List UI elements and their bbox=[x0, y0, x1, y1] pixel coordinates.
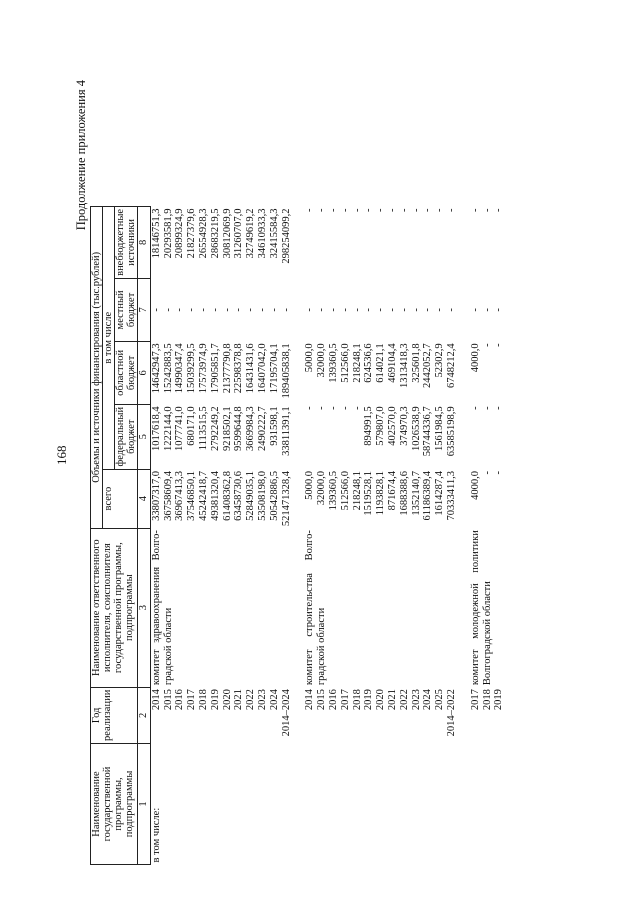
program-cell bbox=[257, 744, 269, 865]
col-number: 8 bbox=[138, 206, 151, 278]
year-cell: 2021 bbox=[233, 689, 245, 711]
total-cell: - bbox=[493, 471, 505, 475]
federal-cell: - bbox=[469, 406, 481, 410]
regional-cell: 21377790,8 bbox=[221, 343, 233, 394]
regional-cell: 16431431,6 bbox=[245, 343, 257, 394]
regional-cell: 139360,5 bbox=[327, 343, 339, 383]
federal-cell: 579807,0 bbox=[375, 406, 387, 446]
total-cell: 36758609,4 bbox=[162, 471, 174, 521]
table-row bbox=[328, 206, 340, 864]
total-cell: 49381320,4 bbox=[209, 471, 221, 521]
local-cell: - bbox=[197, 308, 209, 312]
extra-cell: 20293581,9 bbox=[162, 208, 174, 259]
executor-cell: комитет строительства Волго- bbox=[304, 530, 316, 686]
spacer-cell bbox=[292, 744, 304, 865]
executor-cell bbox=[245, 528, 257, 687]
local-cell: - bbox=[386, 308, 398, 312]
table-row bbox=[233, 206, 245, 864]
federal-cell: 1026538,9 bbox=[410, 406, 422, 452]
local-cell: - bbox=[481, 308, 493, 312]
year-cell: 2014 bbox=[304, 689, 316, 711]
continuation-label: Продолжение приложения 4 bbox=[74, 80, 88, 231]
extra-cell: - bbox=[469, 208, 481, 212]
federal-cell: - bbox=[327, 406, 339, 410]
federal-cell: 931598,1 bbox=[268, 406, 280, 446]
table-row bbox=[387, 206, 399, 864]
program-cell bbox=[493, 744, 505, 865]
table-row bbox=[281, 206, 293, 864]
year-cell: 2018 bbox=[351, 689, 363, 711]
total-cell: 4000,0 bbox=[469, 471, 481, 500]
local-cell: - bbox=[445, 308, 457, 312]
table-row bbox=[198, 206, 210, 864]
regional-cell: 17573974,9 bbox=[197, 343, 209, 394]
federal-cell: 58744336,7 bbox=[422, 406, 434, 457]
executor-cell bbox=[493, 528, 505, 687]
year-cell: 2025 bbox=[434, 689, 446, 711]
executor-cell bbox=[186, 528, 198, 687]
total-cell: 218248,1 bbox=[351, 471, 363, 511]
table-row bbox=[174, 206, 186, 864]
year-cell: 2014 bbox=[150, 689, 162, 711]
federal-cell: 9218502,1 bbox=[221, 406, 233, 452]
program-cell bbox=[482, 744, 494, 865]
federal-cell: 63585198,9 bbox=[445, 406, 457, 457]
executor-cell bbox=[233, 528, 245, 687]
table-body bbox=[150, 206, 505, 864]
table-row bbox=[470, 206, 482, 864]
year-cell: 2015 bbox=[162, 689, 174, 711]
extra-cell: 32415584,3 bbox=[268, 208, 280, 259]
program-cell bbox=[446, 744, 458, 865]
executor-cell bbox=[174, 528, 186, 687]
local-cell: - bbox=[363, 308, 375, 312]
federal-cell: 1222144,0 bbox=[162, 406, 174, 452]
extra-cell: - bbox=[398, 208, 410, 212]
table-row bbox=[446, 206, 458, 864]
local-cell: - bbox=[327, 308, 339, 312]
total-cell: 37546850,1 bbox=[186, 471, 198, 521]
year-cell: 2023 bbox=[410, 689, 422, 711]
federal-cell: 680171,0 bbox=[186, 406, 198, 446]
program-cell bbox=[304, 744, 316, 865]
extra-cell: 28683219,5 bbox=[209, 208, 221, 259]
executor-cell bbox=[446, 528, 458, 687]
extra-cell: 32749619,2 bbox=[245, 208, 257, 259]
regional-cell: 4000,0 bbox=[469, 343, 481, 373]
extra-cell: - bbox=[445, 208, 457, 212]
table-row bbox=[399, 206, 411, 864]
extra-cell: 20899324,9 bbox=[174, 208, 186, 259]
extra-cell: - bbox=[481, 208, 493, 212]
extra-cell: 30812069,9 bbox=[221, 208, 233, 259]
table-row bbox=[411, 206, 423, 864]
total-cell: - bbox=[481, 471, 493, 475]
federal-cell: - bbox=[481, 406, 493, 410]
extra-cell: 298254099,2 bbox=[280, 208, 292, 264]
year-cell: 2019 bbox=[493, 689, 505, 711]
total-cell: 871674,4 bbox=[386, 471, 398, 511]
federal-cell: 1017618,4 bbox=[150, 406, 162, 452]
table-row bbox=[493, 206, 505, 864]
local-cell: - bbox=[280, 308, 292, 312]
col-number: 4 bbox=[138, 469, 151, 528]
extra-cell: 34610933,3 bbox=[256, 208, 268, 259]
regional-cell: - bbox=[481, 343, 493, 347]
federal-cell: 1077741,0 bbox=[174, 406, 186, 452]
table-row bbox=[434, 206, 446, 864]
extra-cell: - bbox=[316, 208, 328, 212]
table-row bbox=[340, 206, 352, 864]
regional-cell: 1313418,3 bbox=[398, 343, 410, 389]
year-cell: 2023 bbox=[256, 689, 268, 711]
header-regional: областной бюджет bbox=[115, 341, 138, 404]
federal-cell: - bbox=[304, 406, 316, 410]
spacer-cell bbox=[292, 687, 304, 743]
executor-cell: градской области bbox=[162, 607, 174, 686]
col-number: 5 bbox=[138, 404, 151, 469]
executor-cell bbox=[340, 528, 352, 687]
extra-cell: - bbox=[351, 208, 363, 212]
local-cell: - bbox=[268, 308, 280, 312]
year-cell: 2016 bbox=[174, 689, 186, 711]
federal-cell: 894991,5 bbox=[363, 406, 375, 446]
local-cell: - bbox=[339, 308, 351, 312]
total-cell: 139360,5 bbox=[327, 471, 339, 511]
extra-cell: 21827379,6 bbox=[186, 208, 198, 259]
spacer-cell bbox=[292, 278, 304, 341]
executor-cell bbox=[281, 528, 293, 687]
header-executor: Наименование ответственного исполнителя, соисполнителя государственной программы, подпрограммы bbox=[91, 528, 138, 687]
local-cell: - bbox=[410, 308, 422, 312]
extra-cell: - bbox=[304, 208, 316, 212]
regional-cell: - bbox=[493, 343, 505, 347]
spacer-cell bbox=[458, 744, 470, 865]
local-cell: - bbox=[233, 308, 245, 312]
total-cell: 32000,0 bbox=[316, 471, 328, 506]
local-cell: - bbox=[351, 308, 363, 312]
year-cell: 2018 bbox=[197, 689, 209, 711]
executor-cell: градской области bbox=[316, 607, 328, 686]
program-cell bbox=[163, 744, 175, 865]
total-cell: 61186389,4 bbox=[422, 471, 434, 521]
table-row bbox=[363, 206, 375, 864]
table-row bbox=[375, 206, 387, 864]
total-cell: 50542886,5 bbox=[268, 471, 280, 521]
year-cell: 2017 bbox=[469, 689, 481, 711]
program-cell bbox=[269, 744, 281, 865]
local-cell: - bbox=[174, 308, 186, 312]
regional-cell: 32000,0 bbox=[316, 343, 328, 378]
header-federal: федеральный бюджет bbox=[115, 404, 138, 469]
table-row bbox=[210, 206, 222, 864]
total-cell: 1519528,1 bbox=[363, 471, 375, 516]
year-cell: 2014–2024 bbox=[280, 689, 292, 737]
total-cell: 521471328,4 bbox=[280, 471, 292, 527]
table-row bbox=[245, 206, 257, 864]
total-cell: 5000,0 bbox=[304, 471, 316, 500]
extra-cell: - bbox=[422, 208, 434, 212]
local-cell: - bbox=[245, 308, 257, 312]
year-cell: 2019 bbox=[363, 689, 375, 711]
header-total: всего bbox=[103, 469, 138, 528]
regional-cell: 189405838,1 bbox=[280, 343, 292, 399]
col-number: 6 bbox=[138, 341, 151, 404]
total-cell: 36967413,3 bbox=[174, 471, 186, 521]
federal-cell: - bbox=[316, 406, 328, 410]
federal-cell: - bbox=[493, 406, 505, 410]
regional-cell: 14642947,3 bbox=[150, 343, 162, 394]
federal-cell: 9599644,8 bbox=[233, 406, 245, 452]
table-row bbox=[422, 206, 434, 864]
header-local: местный бюджет bbox=[115, 278, 138, 341]
local-cell: - bbox=[150, 308, 162, 312]
executor-cell bbox=[399, 528, 411, 687]
col-number: 7 bbox=[138, 278, 151, 341]
year-cell: 2020 bbox=[375, 689, 387, 711]
table-row bbox=[304, 206, 316, 864]
program-cell bbox=[399, 744, 411, 865]
col-number: 2 bbox=[138, 687, 151, 743]
extra-cell: - bbox=[375, 208, 387, 212]
table-row bbox=[163, 206, 175, 864]
executor-cell bbox=[222, 528, 234, 687]
regional-cell: 17195704,1 bbox=[268, 343, 280, 394]
extra-cell: 31260707,0 bbox=[233, 208, 245, 259]
spacer-cell bbox=[292, 469, 304, 528]
executor-cell bbox=[352, 528, 364, 687]
regional-cell: 325601,8 bbox=[410, 343, 422, 383]
executor-cell bbox=[387, 528, 399, 687]
year-cell: 2017 bbox=[186, 689, 198, 711]
federal-cell: 1561984,5 bbox=[434, 406, 446, 452]
spacer-cell bbox=[458, 341, 470, 404]
program-cell bbox=[281, 744, 293, 865]
year-cell: 2014–2022 bbox=[445, 689, 457, 737]
program-cell bbox=[470, 744, 482, 865]
regional-cell: 16407042,0 bbox=[256, 343, 268, 394]
executor-cell bbox=[257, 528, 269, 687]
executor-cell bbox=[269, 528, 281, 687]
regional-cell: 6748212,4 bbox=[445, 343, 457, 389]
year-cell: 2022 bbox=[398, 689, 410, 711]
local-cell: - bbox=[256, 308, 268, 312]
spacer-cell bbox=[292, 341, 304, 404]
program-cell: в том числе: bbox=[150, 807, 162, 863]
local-cell: - bbox=[375, 308, 387, 312]
program-cell bbox=[363, 744, 375, 865]
federal-cell: - bbox=[351, 406, 363, 410]
year-cell: 2018 bbox=[481, 689, 493, 711]
federal-cell: - bbox=[339, 406, 351, 410]
executor-cell bbox=[434, 528, 446, 687]
program-cell bbox=[174, 744, 186, 865]
program-cell bbox=[210, 744, 222, 865]
local-cell: - bbox=[422, 308, 434, 312]
program-cell bbox=[245, 744, 257, 865]
executor-cell bbox=[328, 528, 340, 687]
executor-cell bbox=[375, 528, 387, 687]
spacer-cell bbox=[292, 206, 304, 278]
year-cell: 2020 bbox=[221, 689, 233, 711]
table-row bbox=[222, 206, 234, 864]
col-number: 3 bbox=[138, 528, 151, 687]
program-cell bbox=[186, 744, 198, 865]
program-cell bbox=[352, 744, 364, 865]
extra-cell: - bbox=[493, 208, 505, 212]
local-cell: - bbox=[434, 308, 446, 312]
spacer-cell bbox=[458, 206, 470, 278]
local-cell: - bbox=[493, 308, 505, 312]
federal-cell: 1113515,5 bbox=[197, 406, 209, 451]
table-row bbox=[352, 206, 364, 864]
program-cell bbox=[375, 744, 387, 865]
regional-cell: 512566,0 bbox=[339, 343, 351, 383]
regional-cell: 15242883,5 bbox=[162, 343, 174, 394]
program-cell bbox=[434, 744, 446, 865]
program-cell bbox=[328, 744, 340, 865]
spacer-cell bbox=[458, 469, 470, 528]
table-row bbox=[269, 206, 281, 864]
program-cell bbox=[422, 744, 434, 865]
total-cell: 1614287,4 bbox=[434, 471, 446, 516]
total-cell: 61408362,8 bbox=[221, 471, 233, 521]
table-row bbox=[316, 206, 328, 864]
year-cell: 2019 bbox=[209, 689, 221, 711]
federal-cell: 3669984,3 bbox=[245, 406, 257, 452]
regional-cell: 624536,6 bbox=[363, 343, 375, 383]
program-cell bbox=[233, 744, 245, 865]
federal-cell: 2792249,2 bbox=[209, 406, 221, 452]
table-row bbox=[482, 206, 494, 864]
total-cell: 512566,0 bbox=[339, 471, 351, 511]
executor-cell bbox=[363, 528, 375, 687]
regional-cell: 52302,9 bbox=[434, 343, 446, 378]
local-cell: - bbox=[221, 308, 233, 312]
federal-cell: 33811391,1 bbox=[280, 406, 292, 456]
extra-cell: - bbox=[434, 208, 446, 212]
total-cell: 1688388,6 bbox=[398, 471, 410, 516]
extra-cell: 26554928,3 bbox=[197, 208, 209, 259]
header-funding: Объемы и источники финансирования (тыс.рублей) bbox=[91, 206, 103, 528]
program-cell bbox=[340, 744, 352, 865]
header-including: в том числе bbox=[103, 206, 115, 469]
extra-cell: - bbox=[410, 208, 422, 212]
year-cell: 2015 bbox=[316, 689, 328, 711]
local-cell: - bbox=[304, 308, 316, 312]
extra-cell: - bbox=[386, 208, 398, 212]
header-extra: внебюджетные источники bbox=[115, 206, 138, 278]
program-cell bbox=[316, 744, 328, 865]
local-cell: - bbox=[398, 308, 410, 312]
regional-cell: 5000,0 bbox=[304, 343, 316, 373]
regional-cell: 2442052,7 bbox=[422, 343, 434, 389]
col-number: 1 bbox=[138, 744, 151, 865]
header-year: Год реализации bbox=[91, 687, 138, 743]
header-program-name: Наименование государственной программы, подпрограммы bbox=[91, 744, 138, 865]
year-cell: 2024 bbox=[422, 689, 434, 711]
total-cell: 1193828,1 bbox=[375, 471, 387, 516]
year-cell: 2017 bbox=[339, 689, 351, 711]
extra-cell: - bbox=[327, 208, 339, 212]
spacer-cell bbox=[458, 528, 470, 687]
total-cell: 63458730,6 bbox=[233, 471, 245, 521]
regional-cell: 22598378,8 bbox=[233, 343, 245, 394]
program-cell bbox=[387, 744, 399, 865]
executor-cell bbox=[198, 528, 210, 687]
program-cell bbox=[411, 744, 423, 865]
local-cell: - bbox=[209, 308, 221, 312]
spacer-cell bbox=[458, 687, 470, 743]
local-cell: - bbox=[186, 308, 198, 312]
year-cell: 2016 bbox=[327, 689, 339, 711]
table-row bbox=[186, 206, 198, 864]
local-cell: - bbox=[316, 308, 328, 312]
spacer-cell bbox=[458, 278, 470, 341]
total-cell: 33807317,0 bbox=[150, 471, 162, 521]
federal-cell: 374970,3 bbox=[398, 406, 410, 446]
total-cell: 1352140,7 bbox=[410, 471, 422, 516]
executor-cell: Волгоградской области bbox=[481, 581, 493, 686]
table-row bbox=[150, 206, 162, 864]
regional-cell: 14990347,4 bbox=[174, 343, 186, 394]
year-cell: 2021 bbox=[386, 689, 398, 711]
year-cell: 2024 bbox=[268, 689, 280, 711]
funding-table bbox=[90, 206, 505, 865]
total-cell: 52849035,1 bbox=[245, 471, 257, 521]
spacer-cell bbox=[458, 404, 470, 469]
federal-cell: 2490222,7 bbox=[256, 406, 268, 452]
program-cell bbox=[198, 744, 210, 865]
total-cell: 70333411,3 bbox=[445, 471, 457, 521]
spacer-cell bbox=[292, 528, 304, 687]
executor-cell bbox=[422, 528, 434, 687]
regional-cell: 17905851,7 bbox=[209, 343, 221, 394]
regional-cell: 469104,4 bbox=[386, 343, 398, 383]
executor-cell: комитет молодежной политики bbox=[469, 530, 481, 686]
total-cell: 53508198,0 bbox=[256, 471, 268, 521]
spacer-cell bbox=[292, 404, 304, 469]
executor-cell: комитет здравоохранения Волго- bbox=[150, 530, 162, 686]
regional-cell: 218248,1 bbox=[351, 343, 363, 383]
local-cell: - bbox=[469, 308, 481, 312]
extra-cell: - bbox=[363, 208, 375, 212]
table-row bbox=[257, 206, 269, 864]
total-cell: 45242418,7 bbox=[197, 471, 209, 521]
executor-cell bbox=[210, 528, 222, 687]
extra-cell: 18146751,3 bbox=[150, 208, 162, 259]
local-cell: - bbox=[162, 308, 174, 312]
program-cell bbox=[222, 744, 234, 865]
year-cell: 2022 bbox=[245, 689, 257, 711]
executor-cell bbox=[411, 528, 423, 687]
regional-cell: 614021,1 bbox=[375, 343, 387, 383]
regional-cell: 15039299,5 bbox=[186, 343, 198, 394]
extra-cell: - bbox=[339, 208, 351, 212]
federal-cell: 402570,0 bbox=[386, 406, 398, 446]
page-number: 168 bbox=[54, 445, 69, 465]
